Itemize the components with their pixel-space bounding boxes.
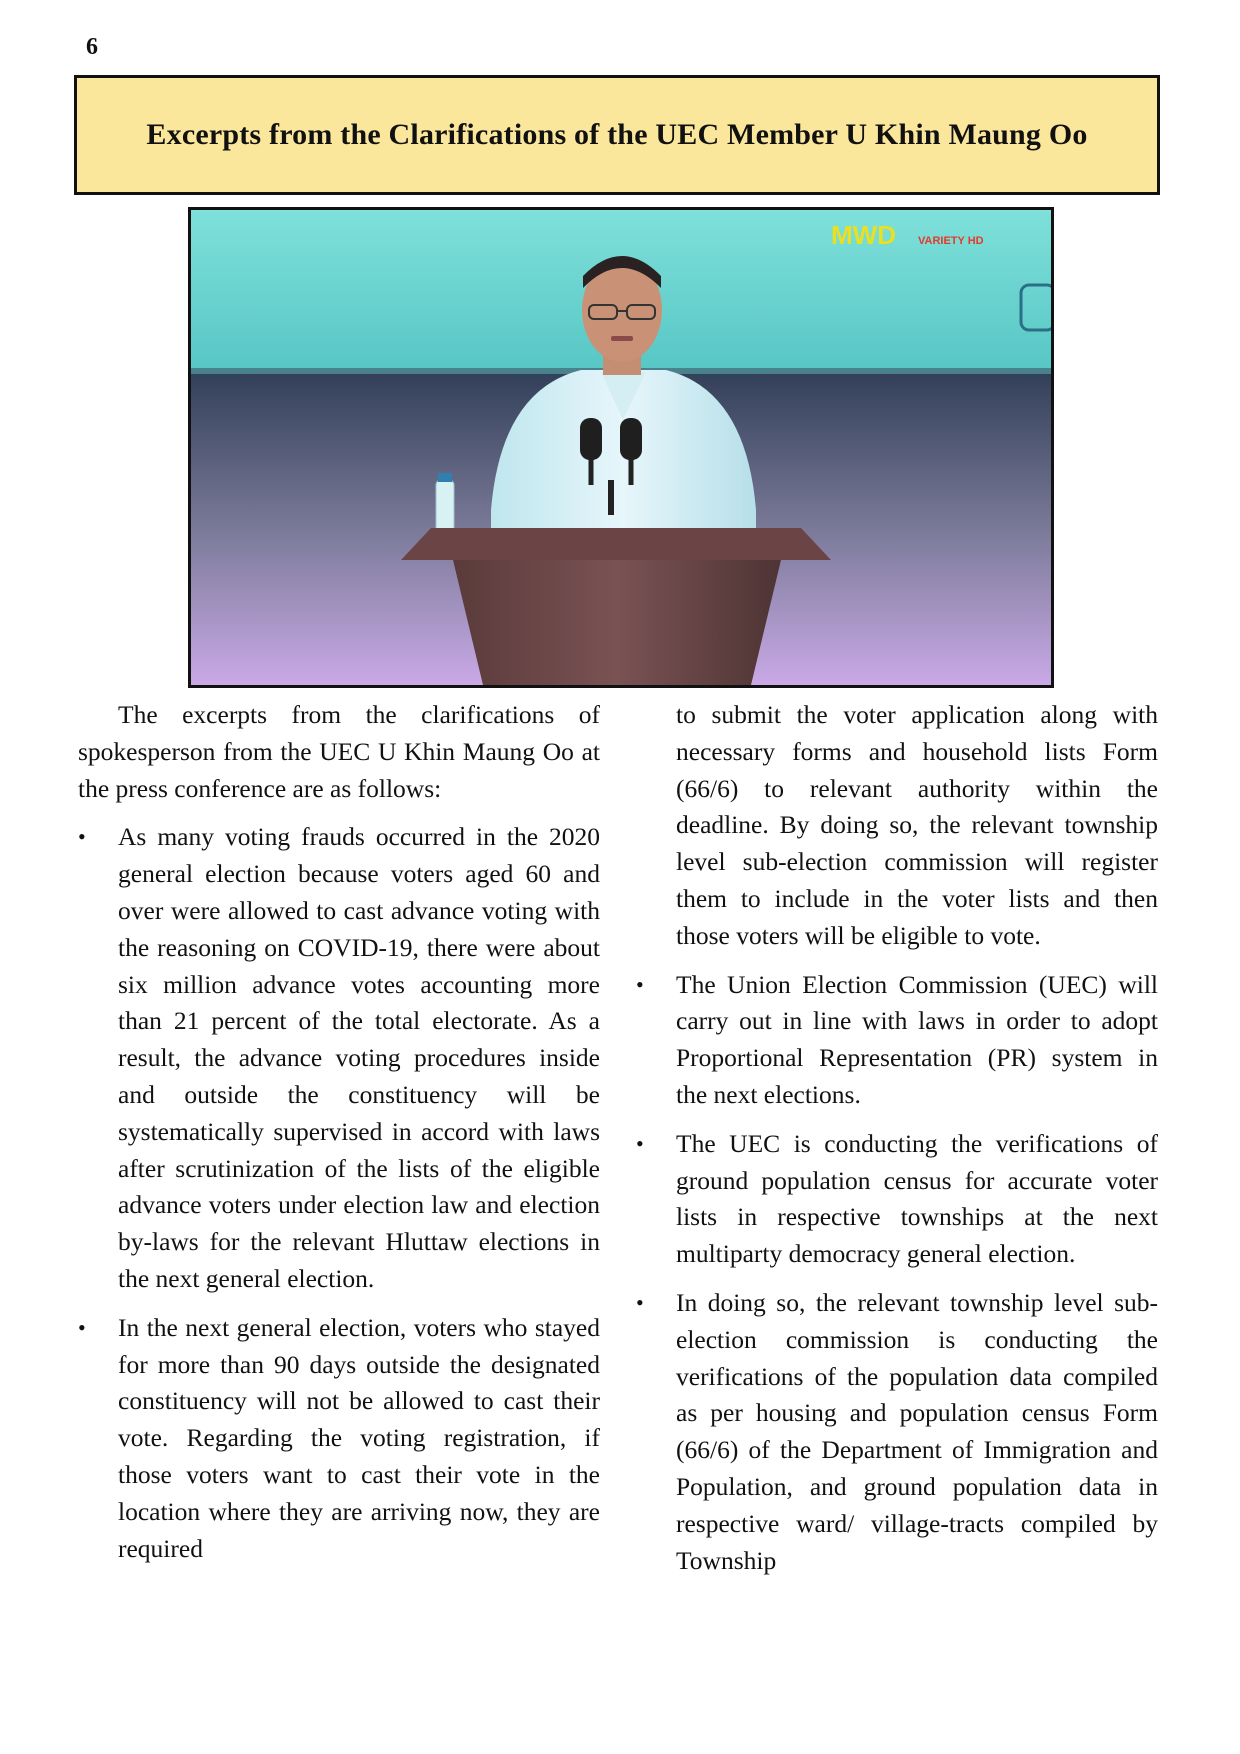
right-column — [636, 697, 1158, 1591]
list-item-text: The UEC is conducting the verifications of ground population census for accurate voter lists in respective townships at the next multiparty democracy general election. — [676, 1128, 1158, 1269]
bullet-icon: • — [78, 1314, 86, 1340]
list-item — [636, 1285, 1158, 1579]
list-item — [78, 1310, 600, 1568]
bullet-icon: • — [636, 1289, 644, 1315]
article-title: Excerpts from the Clarifications of the UEC Member U Khin Maung Oo — [146, 118, 1088, 151]
list-item-text: The Union Election Commission (UEC) will carry out in line with laws in order to adopt Proportional Representation (PR) system in the next elections. — [676, 969, 1158, 1109]
list-item — [636, 1126, 1158, 1273]
bullet-icon: • — [636, 1130, 644, 1156]
speaker-at-podium-image — [191, 210, 1051, 685]
bullet-icon: • — [78, 824, 86, 850]
intro-paragraph: The excerpts from the clarifications of spokesperson from the UEC U Khin Maung Oo at the press conference are as follows: — [78, 700, 600, 803]
list-item — [636, 967, 1158, 1114]
press-conference-photo — [188, 207, 1054, 688]
bullet-icon: • — [636, 971, 644, 997]
right-bullet-list — [636, 967, 1158, 1580]
continued-paragraph: to submit the voter application along with necessary forms and household lists Form (66/6) to relevant authority within the deadline. By doing so, the relevant township level sub-election commission will register them to include in the voter lists and then those voters will be eligible to vote. — [676, 700, 1158, 950]
left-column — [78, 697, 600, 1579]
left-bullet-list — [78, 819, 600, 1567]
list-item-text: In doing so, the relevant township level sub-election commission is conducting the verifications of the population data compiled as per housing and population census Form (66/6) of the Department of Immigration and Population, and ground population data in respective ward/ village-tracts compiled by Township — [676, 1287, 1158, 1575]
title-banner — [74, 75, 1160, 195]
list-item — [78, 819, 600, 1297]
page-number: 6 — [86, 34, 98, 60]
list-item-text: As many voting frauds occurred in the 2020 general election because voters aged 60 and over were allowed to cast advance voting with the reasoning on COVID-19, there were about six million advance votes accounting more than 21 percent of the total electorate. As a result, the advance voting procedures inside and outside the constituency will be systematically supervised in accord with laws after scrutinization of the lists of the eligible advance voters under election law and election by-laws for the relevant Hluttaw elections in the next general election. — [118, 822, 600, 1293]
list-item-text: In the next general election, voters who stayed for more than 90 days outside the designated constituency will not be allowed to cast their vote. Regarding the voting registration, if those voters want to cast their vote in the location where they are arriving now, they are required — [118, 1312, 600, 1563]
svg-text:MWD: MWD — [831, 220, 896, 250]
svg-text:VARIETY HD: VARIETY HD — [918, 235, 984, 247]
